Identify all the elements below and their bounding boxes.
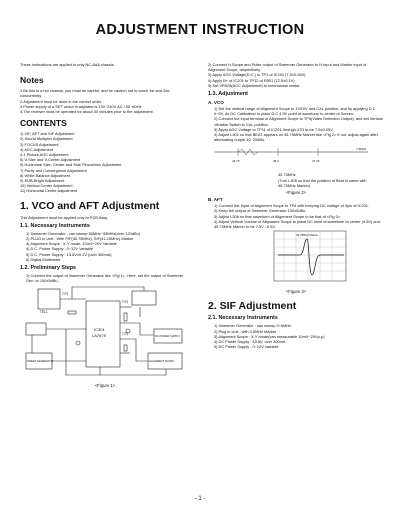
list-item: 4) AGC Adjustment [20, 146, 54, 152]
list-item: 1) Sweemer Generator : can sweep 3~6MHz [214, 323, 292, 329]
adjustment-heading: 1.3. Adjustment [208, 91, 248, 98]
vco-steps-list [208, 106, 384, 142]
fig2-note: (Turn L305 so that the position of Beat is same with 45.75MHz Marker) [278, 177, 367, 188]
figure-1-caption: <Figure 1> [94, 383, 116, 389]
list-item: 6) Digital Multimeter [26, 256, 61, 262]
list-item: 2) Connect H.Scope and Pulse output of Sweemer Generator to H.Input and Marker input of Alignment Scope, respectively. [208, 62, 367, 73]
page-title: ADJUSTMENT INSTRUCTION [95, 22, 305, 38]
prelim-list [20, 273, 190, 283]
list-item: 3) Adjust L306 so that waveform of Alignment Scope to be that of <Fig 3>. [214, 213, 342, 219]
list-item: 1.Be this is a hot chassis, you must be careful, and be caution not to touch 1st and 2nd concurrently. [20, 88, 170, 99]
fig2-tick: 7.5MHz [356, 147, 367, 152]
contents-list [20, 131, 190, 193]
list-item: 1) Set the vertical range of Alignment Scope to 1V/DIV and CAL position, and by applying D.C. 0~9V, do DC Calibration to place D.C 4.5V point of waveform to center of Screen. [214, 106, 377, 117]
list-item: 2.Adjustment must be done in the correct order. [20, 98, 102, 104]
list-item: 1) Sweemer Generator : can sweep 35MHz~55MHz(over 120dBu) [26, 230, 141, 236]
notes-list [20, 88, 190, 114]
list-item: 1) Connect the Input of Alignment Scope to TP4 with keeping DC voltage of 4pin of IC201. [214, 203, 369, 209]
fig1-label-ic-part: LA7679 [92, 333, 106, 339]
figure-2-caption: <Figure 2> [285, 190, 307, 196]
list-item: 8) White Balance Adjustment [20, 172, 70, 178]
fig2-tick: 42.75 [232, 159, 240, 164]
fig1-label-tp1b: T.P1 [122, 300, 129, 305]
list-item: 3) Alignment Scope : X-Y mode, 10mV~20V Variable [26, 241, 117, 247]
left-column [20, 62, 190, 391]
list-item: 9) SUB-Bright Adjustment [20, 178, 65, 184]
list-item: 4) D.C. Power Supply : 0~12V Variable [26, 246, 94, 252]
list-item: 3) Apply AGC Voltage to TP11 of IC201 through 47Ω to be 7.5±0.05V [214, 126, 333, 132]
fig1-label-tel1: TEL1 [40, 310, 48, 315]
list-item: 4) DC Power Supply : 13.5V, over 300mA [214, 339, 286, 345]
list-item: 4.The receiver must be operated for about 30 minutes prior to the adjustment. [20, 109, 154, 115]
prelim-heading: 1.2. Preliminary Steps [20, 265, 77, 272]
fig1-label-scope: ALIGNMENT SCOPE [149, 360, 174, 364]
list-item: 5) D.C. Power Supply : 13.5V±0.2V (over 300mA) [26, 251, 112, 257]
list-item: 10) Vertical Center Adjustment [20, 183, 73, 189]
list-item: 3) Apply AGC Voltage(D.C.) to TP1 of IC201 (7.5±0.05V) [208, 72, 306, 78]
fig2-marker-note: 45.75MHz [278, 172, 296, 178]
figure-1-schematic [20, 283, 190, 388]
list-item: 4-1 Picture AGC Adjustment [20, 152, 69, 158]
sif-instruments-list [208, 323, 384, 349]
fig1-label-sweep: SWEEP GENERATOR [27, 360, 54, 364]
sif-heading: 2. SIF Adjustment [208, 300, 297, 313]
aft-steps-list [208, 203, 384, 229]
list-item: 2) Connect the input terminal of Alignment Scope to TP3(Video Detection Output), and set Vertical Variable Switch to CAL position. [214, 116, 383, 127]
list-item: 3.Power supply of a SET which is adjusted is 100~240V AC / 50~60Hz. [20, 103, 143, 109]
fig2-tick: 47.25 [312, 159, 320, 164]
figure-2-waveform [208, 142, 384, 195]
list-item: 2) Sound Multiplex Adjustment [20, 136, 73, 142]
fig1-label-tp2: T.P2 [122, 332, 129, 337]
list-item: 6) Horizontal Size, Center and Side Pincushion Adjustment [20, 162, 122, 168]
list-item: 4) Apply B+ of IC201 to TP12 of R501 (12.5±0.1V) [208, 77, 295, 83]
circuit-diagram [20, 283, 190, 381]
figure-3-waveform [208, 229, 384, 294]
list-item: 2) PLUG in Unit : With PIF(45.75MHz), SIF(41.25MHz) Marker [26, 236, 134, 242]
fig2-tick: 45.0 [273, 159, 279, 164]
sif-instruments-heading: 2.1. Necessary Instruments [208, 315, 278, 322]
list-item: 7) Purity and Convergence Adjustment [20, 167, 87, 173]
list-item: 5) V-Size and V-Center Adjustment [20, 157, 81, 163]
vco-heading: 1. VCO and AFT Adjustment [20, 199, 160, 212]
vco-subtext: This Adjustment must be applied only to PCB Assy. [20, 214, 108, 220]
right-column [208, 62, 384, 349]
fig1-label-tp1: T.P1 [62, 292, 69, 297]
page-number: - 1 - [194, 496, 206, 502]
list-item: 1) Connect the output of Sweemer Generator like <Fig 1>. Here, set the output of Sweemer Gen. to 100±5dBu. [26, 273, 184, 284]
intro-text: These instructions are applied to only NC-8AA chassis. [20, 62, 115, 67]
fig3-marker-label: 45.75MHz Marker [296, 233, 319, 238]
list-item: 1) VIF, AFT and SIF Adjustment [20, 131, 75, 137]
notes-heading: Notes [20, 75, 44, 86]
list-item: 2) Keep the output of Sweemer Generator 100±5dBu. [214, 208, 307, 214]
aft-subheading: B. AFT [208, 197, 223, 203]
prelim-continued-list [208, 62, 384, 88]
list-item: 4) Adjust L301 so that BEAT appears on 45.75MHz Marker like <Fig 2> If not, adjust again after attenuating output 10~20dBu. [214, 132, 379, 143]
contents-heading: CONTENTS [20, 118, 67, 129]
list-item: 2) Plug in Unit : with 4.5MHz Marker [214, 328, 277, 334]
list-item: 3) FOCUS Adjustment [20, 141, 59, 147]
list-item: 11) Horizontal Center Adjustment [20, 188, 78, 194]
list-item: 3) Alignment Scope : X-Y mode(can measurable 10mV~20Vp-p) [214, 333, 325, 339]
figure-2-plot [208, 142, 384, 172]
list-item: 4) Adjust Vertical Volume of Alignment Scope to place DC level of waveform to center (4.5V) and 45.75MHz Marker to be 7.5V ; 0.5V. [214, 218, 380, 230]
figure-3-plot [208, 229, 384, 287]
fig1-label-dc-power: DC POWER SUPPLY [155, 335, 181, 339]
fig1-label-ic: IC301 [94, 327, 105, 333]
figure-3-caption: <Figure 3> [285, 289, 307, 295]
list-item: 5) Set VR528(AGC Adjustment) to mechanical center. [208, 82, 301, 88]
vco-subheading: A. VCO [208, 100, 224, 106]
instruments-list [20, 231, 190, 262]
instruments-heading: 1.1. Necessary Instruments [20, 222, 90, 229]
list-item: 5) DC Power Supply : 0~12V variable [214, 344, 279, 350]
